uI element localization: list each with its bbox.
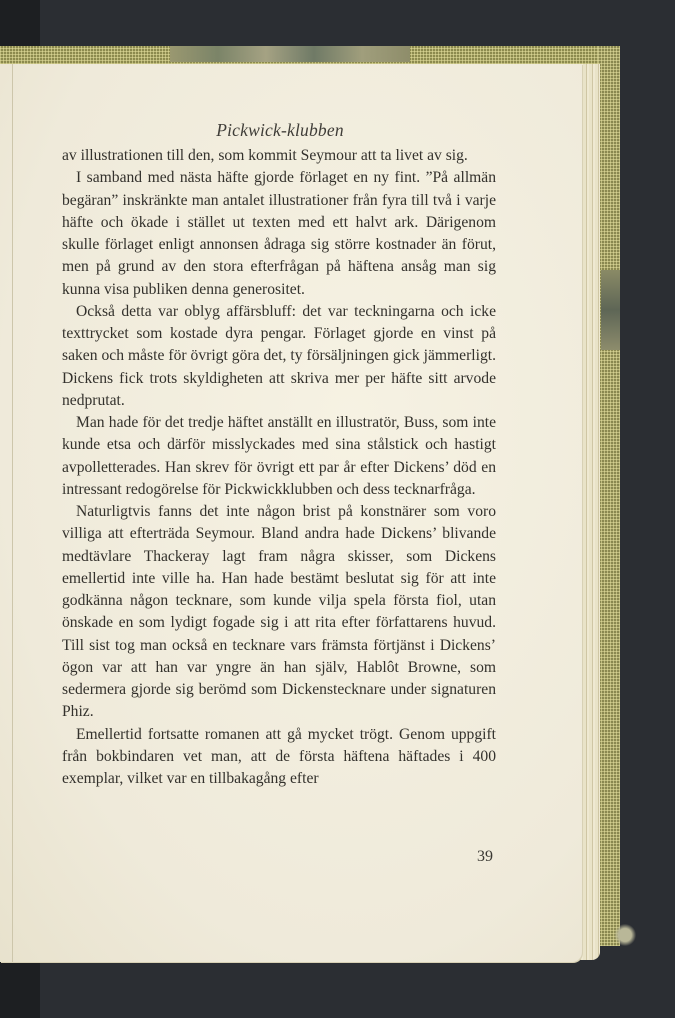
body-text — [62, 145, 496, 790]
gutter-line — [12, 64, 13, 962]
binding-worn-patch — [170, 46, 410, 62]
paragraph-continuation: av illustrationen till den, som kommit Seymour att ta livet av sig. — [62, 147, 468, 164]
binding-worn-patch-right — [601, 270, 620, 350]
paragraph: Man hade för det tredje häftet anställt en illustratör, Buss, som inte kunde etsa och därför misslyckades med sina stålstick och hastigt avpolletterades. Han skrev för övrigt ett par år efter Dickens’ död en intressant redogörelse för Pickwickklubben och dess tecknarfråga. — [62, 414, 496, 498]
running-head: Pickwick-klubben — [216, 120, 344, 140]
page-number: 39 — [477, 848, 493, 865]
paragraph: I samband med nästa häfte gjorde förlaget en ny fint. ”På allmän begäran” inskränkte man antalet illustrationer från fyra till två i varje häfte och ökade i stället ut texten med ett halvt ark. Därigenom skulle förlaget enligt annonsen ådraga sig större kostnader än förut, men på grund av den stora efterfrågan på häftena ansåg man sig kunna visa publiken denna generositet. — [62, 169, 496, 298]
paragraph: Också detta var oblyg affärsbluff: det var teckningarna och icke texttrycket som kostade dyra pengar. Förlaget gjorde en vinst på saken och måste för övrigt göra det, ty försäljningen gick jämmerligt. Dickens fick trots skyldigheten att skriva mer per häfte sitt arvode nedprutat. — [62, 302, 496, 409]
book-binding-right — [598, 46, 620, 946]
frayed-thread — [614, 920, 636, 950]
paragraph: Emellertid fortsatte romanen att gå mycket trögt. Genom uppgift från bokbindaren vet man, att de första häftena häftades i 400 exemplar, vilket var en tillbakagång efter — [62, 725, 496, 787]
paragraph: Naturligtvis fanns det inte någon brist på konstnärer som voro villiga att efterträda Seymour. Bland andra hade Dickens’ blivande medtävlare Thackeray lagt fram några skisser, som Dickens emellertid inte ville ha. Han hade bestämt beslutat sig för att inte godkänna någon tecknare, som kunde vilja spela första fiol, utan önskade en som lydigt fogade sig i att rita efter författarens huvud. Till sist tog man också en tecknare vars främsta förtjänst i Dickens’ ögon var att han var yngre än han själv, Hablôt Browne, som sedermera gjorde sig berömd som Dickenstecknare under signaturen Phiz. — [62, 503, 496, 721]
